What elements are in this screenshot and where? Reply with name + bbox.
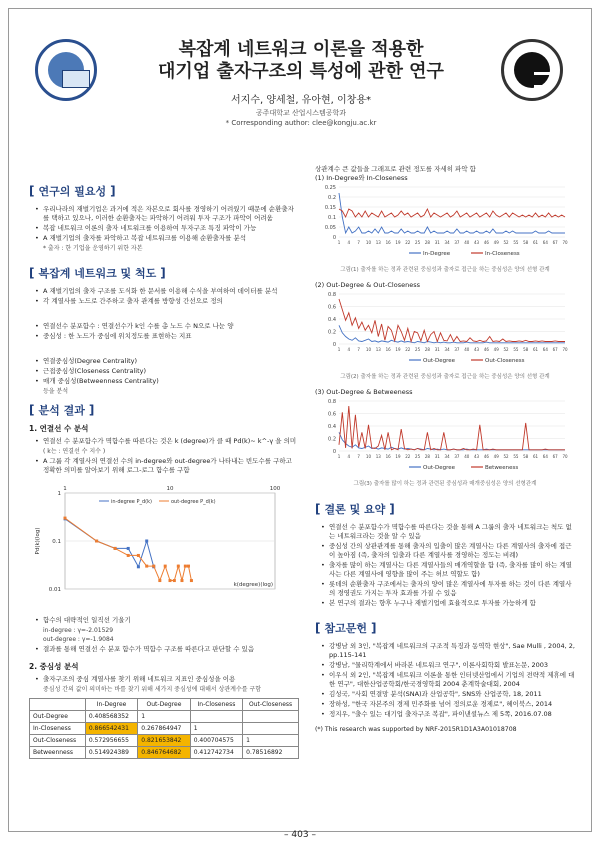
y-tick-label: 0.2: [328, 329, 336, 336]
subsection-degree: 1. 연결선 수 분석: [29, 424, 89, 433]
x-tick-label: 58: [523, 454, 529, 459]
x-tick-label: 64: [542, 454, 548, 459]
legend-label: In-Degree: [423, 251, 451, 257]
list-item: • 우리나라의 재벌기업은 과거에 적은 자본으로 회사를 경영하기 어려웠기 때문에 순환출자를 택하고 있으나, 이러한 순환출자는 파악하기 어려워 투자 구조가 파악이 어려움: [35, 205, 294, 222]
list-item: • 출자를 많이 하는 계열사는 다른 계열사들의 매개역할을 함 (즉, 출자를 많이 하는 계열사는 다른 계열사에 영향을 많이 주는 허브 역할도 함): [321, 561, 572, 578]
x-tick-label: 58: [523, 240, 529, 245]
list-item: • 롯데의 순환출자 구조에서는 출자의 양이 많은 계열사에 투자를 하는 것이 다른 계열사의 경영권도 가지는 투자 효과를 가질 수 있음: [321, 580, 572, 597]
series-line: [339, 299, 565, 342]
table-header: [30, 699, 86, 711]
list-item: • 매개 중심성(Betweenness Centrality): [35, 377, 159, 385]
x-tick-label: 25: [415, 454, 421, 459]
x-tick-label: 46: [483, 454, 489, 459]
figure-title-1: (1) In-Degree와 In-Closeness: [315, 174, 408, 182]
x-tick-label: 19: [395, 347, 401, 352]
y-tick-label: 0.4: [328, 424, 336, 430]
data-point: [169, 579, 172, 582]
x-tick-label: 67: [552, 240, 558, 245]
x-tick-label: 25: [415, 347, 421, 352]
table-cell: [243, 711, 299, 723]
affiliation: 공주대학교 산업시스템공학과: [255, 109, 347, 117]
x-tick-label: 70: [562, 240, 568, 245]
x-tick-label: 7: [357, 454, 360, 459]
x-tick-label: 55: [513, 454, 519, 459]
series-line: [339, 209, 565, 217]
x-tick-label: 1: [337, 240, 341, 245]
table-cell: 1: [138, 711, 190, 723]
x-tick-label: 49: [493, 454, 499, 459]
series-line: [339, 406, 565, 450]
x-tick-label: 49: [493, 240, 499, 245]
x-tick-label: 64: [542, 240, 548, 245]
list-item: • 중심성 : 한 노드가 중심에 위치정도를 표현하는 지표: [35, 332, 192, 340]
reference-item: • 김성국, "사회 연결망 분석(SNA)과 산업공학", SNS와 산업공학, 18, 2011: [321, 690, 542, 698]
table-cell: Betweenness: [30, 747, 86, 759]
correlation-table: [29, 698, 299, 759]
data-point: [187, 565, 190, 568]
table-cell: 0.78516892: [243, 747, 299, 759]
table-row: [30, 735, 299, 747]
x-tick-label: 55: [513, 347, 519, 352]
section-heading-conclusion: [ 결론 및 요약 ]: [315, 502, 395, 516]
x-tick-label: 4: [347, 454, 351, 459]
table-header: Out-Degree: [138, 699, 190, 711]
y-tick-label: 0.2: [328, 195, 336, 201]
figures-intro: 상관계수 큰 값들을 그래프로 관련 정도를 자세히 파악 함: [315, 165, 476, 173]
reference-item: • 강병남, "물리학계에서 바라본 네트워크 연구", 이론사회학회 발표논문, 2003: [321, 661, 548, 669]
y-tick-label: 0.6: [328, 411, 336, 418]
x-tick-label: 22: [405, 347, 411, 352]
x-tick-label: 46: [483, 240, 489, 245]
reference-item: • 이우식 외 2인, "복잡계 네트워크 이론을 통한 인터넷산업에서 기업의 전략적 제휴에 대한 연구", 대한산업공학회/한국경영학회 2004 춘계학술대회, 2004: [321, 671, 575, 688]
line-chart-2: [315, 290, 575, 368]
x-tick-label: 43: [474, 454, 480, 459]
legend-label: Out-Degree: [423, 358, 455, 364]
x-tick-label: 13: [375, 454, 381, 459]
table-cell-highlighted: 0.846764682: [138, 747, 190, 759]
list-item: • 중심성 간의 상관관계를 통해 출자의 입출이 많은 계열사는 다른 계열사의 출자에 접근이 높아짐 (즉, 출자의 입출과 다른 계열사를 경영하는 정도는 비례): [321, 542, 572, 559]
data-point: [114, 547, 117, 550]
list-tail: 중심성 간의 값이 의미하는 바를 찾기 위해 세가지 중심성에 대해서 상관계수를 구함: [43, 686, 262, 693]
table-cell: Out-Closeness: [30, 735, 86, 747]
x-tick-label: 22: [405, 240, 411, 245]
x-tick-label: 52: [503, 240, 509, 245]
x-tick-label: 61: [532, 240, 539, 245]
list-item: • 연결선 수 분포함수가 멱함수를 따른다는 것은 k (degree)가 클 때 Pd(k)~ k^-γ 을 의미: [35, 437, 297, 445]
table-cell: 0.514924389: [85, 747, 137, 759]
table-header: Out-Closeness: [243, 699, 299, 711]
table-cell: 0.572956655: [85, 735, 137, 747]
x-tick-label: 61: [532, 347, 539, 352]
data-point: [137, 554, 140, 557]
line-chart-1: [315, 183, 575, 261]
list-item: • 근접중심성(Closeness Centrality): [35, 367, 146, 375]
table-cell: In-Closeness: [30, 723, 86, 735]
data-point: [180, 579, 183, 582]
x-tick-label: 70: [562, 454, 568, 459]
x-tick-label: 37: [454, 454, 460, 459]
y-tick-label: 0.25: [324, 185, 336, 191]
y-axis-label: Pd(k)(log): [35, 527, 41, 555]
y-tick-label: 0.05: [324, 225, 336, 231]
list-item: • 연결선 수 분포함수가 멱함수를 따른다는 것을 통해 A 그룹의 출자 네트워크는 척도 없는 네트워크라는 것을 알 수 있음: [321, 523, 572, 540]
x-tick-label: 19: [395, 240, 401, 245]
x-tick-label: 34: [444, 240, 450, 245]
x-tick-label: 1: [337, 454, 341, 459]
x-tick-label: 67: [552, 347, 558, 352]
table-header: In-Closeness: [190, 699, 242, 711]
x-tick-label: 16: [385, 347, 391, 352]
x-tick-label: 49: [493, 347, 499, 352]
data-point: [177, 565, 180, 568]
x-tick-label: 52: [503, 347, 509, 352]
data-point: [173, 579, 176, 582]
x-tick-label: 10: [365, 240, 372, 245]
section-heading-references: [ 참고문헌 ]: [315, 621, 377, 635]
table-cell: Out-Degree: [30, 711, 86, 723]
society-seal-icon: [501, 39, 563, 101]
series-line: [339, 432, 565, 450]
reference-item: • 강병남 외 3인, "복잡계 네트워크의 구조적 특징과 동역학 현상", Sae Mulli , 2004, 2, pp.115-141: [321, 642, 575, 659]
y-tick-label: 0: [332, 342, 336, 348]
legend-label: out-degree P_d(k): [171, 499, 216, 505]
x-tick-label: 28: [424, 240, 430, 245]
title-block: [119, 39, 483, 127]
data-point: [190, 579, 193, 582]
table-cell: 1: [243, 735, 299, 747]
table-row: [30, 711, 299, 723]
x-tick-label: 28: [424, 454, 430, 459]
reference-item: • 장하성, "한국 자본주의 경제 민주화를 넘어 정의로운 경제로", 헤이북스, 2014: [321, 700, 553, 708]
section-heading-measures: [ 복잡계 네트워크 및 척도 ]: [29, 266, 166, 280]
legend-label: Out-Closeness: [485, 358, 525, 364]
x-tick-label: 22: [405, 454, 411, 459]
x-tick-label: 13: [375, 240, 381, 245]
list-item: • A 그룹 각 계열사의 연결선 수의 in-degree와 out-degree가 나타내는 빈도수를 구하고 정확한 의미를 알아보기 위해 로그-로그 함수를 구함: [35, 457, 292, 474]
list-item: • A 재벌기업의 출자 구조를 도식화 한 문서를 이용해 수식을 부여하여 데이터를 분석: [35, 287, 278, 295]
data-point: [145, 565, 148, 568]
list-tail: 등을 분석: [43, 388, 69, 395]
x-tick-label: 67: [552, 454, 558, 459]
y-tick-label: 0.8: [328, 292, 336, 298]
table-cell: 0.408568352: [85, 711, 137, 723]
x-tick-label: 70: [562, 347, 568, 352]
gamma-in: in-degree : γ=-2.01529: [43, 627, 114, 634]
x-tick-label: 31: [434, 347, 440, 352]
authors: 서지수, 양세철, 유아현, 이창용*: [231, 95, 371, 106]
x-tick-label: 1: [337, 347, 341, 352]
legend-label: In-Closeness: [485, 251, 520, 257]
x-tick-label: 4: [347, 347, 351, 352]
table-cell: 0.412742734: [190, 747, 242, 759]
figure-caption-1: 그림(1) 출자를 하는 정과 관련된 중심성과 출자로 접근을 하는 중심성은 양의 선형 관계: [340, 267, 550, 273]
x-tick-label: 10: [365, 347, 372, 352]
y-tick-label: 0.1: [52, 539, 61, 545]
table-cell: [190, 711, 242, 723]
table-cell-highlighted: 0.866542431: [85, 723, 137, 735]
x-tick-label: 10: [365, 454, 372, 459]
line-chart-3: [315, 397, 575, 475]
gamma-out: out-degree : γ=-1.9084: [43, 636, 114, 643]
list-item: • 연결선수 분포함수 : 연결선수가 k인 수를 총 노드 수 N으로 나눈 양: [35, 322, 234, 330]
list-item: • 각 계열사를 노드로 간주하고 출자 관계를 방향성 간선으로 정의: [35, 297, 223, 305]
x-tick-label: 55: [513, 240, 519, 245]
data-point: [145, 540, 148, 543]
reference-item: • 정지우, "출수 있는 대기업 출자구조 복잡", 파이낸셜뉴스 제 5쪽, 2016.07.08: [321, 710, 552, 718]
x-tick-label: 43: [474, 240, 480, 245]
x-tick-label: 7: [357, 240, 360, 245]
data-point: [164, 565, 167, 568]
paper-title-line2: 대기업 출자구조의 특성에 관한 연구: [158, 61, 444, 82]
list-item: • 출자구조의 중심 계열사를 찾기 위해 네트워크 지표인 중심성을 이용: [35, 675, 236, 683]
x-tick-label: 31: [434, 454, 440, 459]
figure-caption-3: 그림(3) 출자를 많이 하는 정과 관련된 중심성과 매개중심성은 양의 선형관계: [353, 481, 537, 487]
series-line: [65, 519, 154, 567]
x-tick-label: 43: [474, 347, 480, 352]
x-tick-label: 37: [454, 347, 460, 352]
data-point: [158, 579, 161, 582]
figure-title-2: (2) Out-Degree & Out-Closeness: [315, 281, 420, 289]
x-tick-label: 58: [523, 347, 529, 352]
table-header: In-Degree: [85, 699, 137, 711]
table-cell-highlighted: 0.821653842: [138, 735, 190, 747]
x-tick-label: 16: [385, 240, 391, 245]
x-tick-label: 64: [542, 347, 548, 352]
list-item: • 함수의 대략적인 일직선 기울기: [35, 616, 131, 624]
data-point: [184, 565, 187, 568]
y-tick-label: 0.2: [328, 436, 336, 443]
y-tick-label: 0: [332, 235, 336, 241]
x-tick-label: 31: [434, 240, 440, 245]
x-tick-label: 46: [483, 347, 489, 352]
loglog-chart: [29, 481, 299, 612]
x-tick-label: 28: [424, 347, 430, 352]
x-tick-label: 25: [415, 240, 421, 245]
x-tick-label: 4: [347, 240, 351, 245]
university-seal-icon: [35, 39, 97, 101]
table-cell: 1: [190, 723, 242, 735]
table-cell: [243, 723, 299, 735]
x-tick-label: 13: [375, 347, 381, 352]
acknowledgement: (*) This research was supported by NRF-2015R1D1A3A01018708: [315, 726, 517, 733]
x-tick-label: 40: [464, 240, 470, 245]
y-tick-label: 0.4: [328, 317, 336, 323]
x-tick-label: 40: [464, 347, 470, 352]
data-point: [95, 540, 98, 543]
table-row: [30, 723, 299, 735]
loglog-chart-svg: [29, 481, 299, 609]
data-point: [64, 517, 67, 520]
y-tick-label: 1: [57, 491, 61, 497]
x-tick-label: 37: [454, 240, 460, 245]
x-tick-label: 34: [444, 454, 450, 459]
list-item: • 복잡 네트워크 이론의 출자 네트워크를 이용하여 투자구조 특징 파악이 가능: [35, 224, 257, 232]
y-tick-label: 0.15: [324, 205, 336, 211]
figure-title-3: (3) Out-Degree & Betweeness: [315, 388, 413, 396]
legend-label: Out-Degree: [423, 465, 455, 471]
x-tick-label: 19: [395, 454, 401, 459]
data-point: [127, 554, 130, 557]
list-item: • 본 연구의 결과는 향후 누구나 재벌기업에 효율적으로 투자를 가능하게 함: [321, 599, 536, 607]
x-tick-label: 52: [503, 454, 509, 459]
figure-caption-2: 그림(2) 출자를 하는 정과 관련된 중심성과 출자로 접근을 하는 중심성은 양의 선형 관계: [340, 374, 550, 380]
right-column: [315, 165, 575, 734]
corresponding-author: * Corresponding author: clee@kongju.ac.kr: [225, 119, 377, 127]
x-tick-label: 16: [385, 454, 391, 459]
data-point: [152, 565, 155, 568]
subsection-centrality: 2. 중심성 분석: [29, 662, 79, 671]
table-cell: 0.267864947: [138, 723, 190, 735]
x-tick-label: 61: [532, 454, 539, 459]
x-tick-label: 34: [444, 347, 450, 352]
x-tick-label: 1: [63, 486, 67, 492]
left-column: [29, 177, 299, 759]
list-item: • 결과를 통해 연결선 수 분포 함수가 멱함수 구조를 따른다고 판단할 수 있음: [35, 645, 255, 653]
x-tick-label: 10: [166, 486, 174, 492]
list-item: • 연결중심성(Degree Centrality): [35, 357, 138, 365]
poster: [8, 8, 592, 832]
y-tick-label: 0.01: [48, 587, 61, 593]
footnote: * 출자 : 한 기업을 운영하기 위한 자본: [43, 245, 143, 252]
y-tick-label: 0: [332, 449, 336, 455]
data-point: [127, 547, 130, 550]
y-tick-label: 0.6: [328, 304, 336, 311]
page-number: – 403 –: [284, 830, 316, 840]
x-tick-label: 7: [357, 347, 360, 352]
x-tick-label: 40: [464, 454, 470, 459]
y-tick-label: 0.1: [328, 215, 336, 221]
paper-title-line1: 복잡계 네트워크 이론을 적용한: [178, 39, 424, 60]
data-point: [137, 565, 140, 568]
x-axis-label: k(degree)(log): [233, 582, 273, 588]
section-heading-results: [ 분석 결과 ]: [29, 403, 95, 417]
section-heading-need: [ 연구의 필요성 ]: [29, 184, 116, 198]
y-tick-label: 0.8: [328, 399, 336, 405]
legend-label: in-degree P_d(k): [111, 499, 152, 505]
table-cell: 0.400704575: [190, 735, 242, 747]
table-row: [30, 747, 299, 759]
legend-label: Betweeness: [485, 465, 519, 471]
footnote: ( k는 : 연결선 수 지수 ): [43, 448, 106, 455]
list-item: • A 재벌기업의 출자를 파악하고 복잡 네트워크를 이용해 순환출자를 분석: [35, 234, 247, 242]
table-header-row: [30, 699, 299, 711]
x-tick-label: 100: [269, 486, 281, 492]
